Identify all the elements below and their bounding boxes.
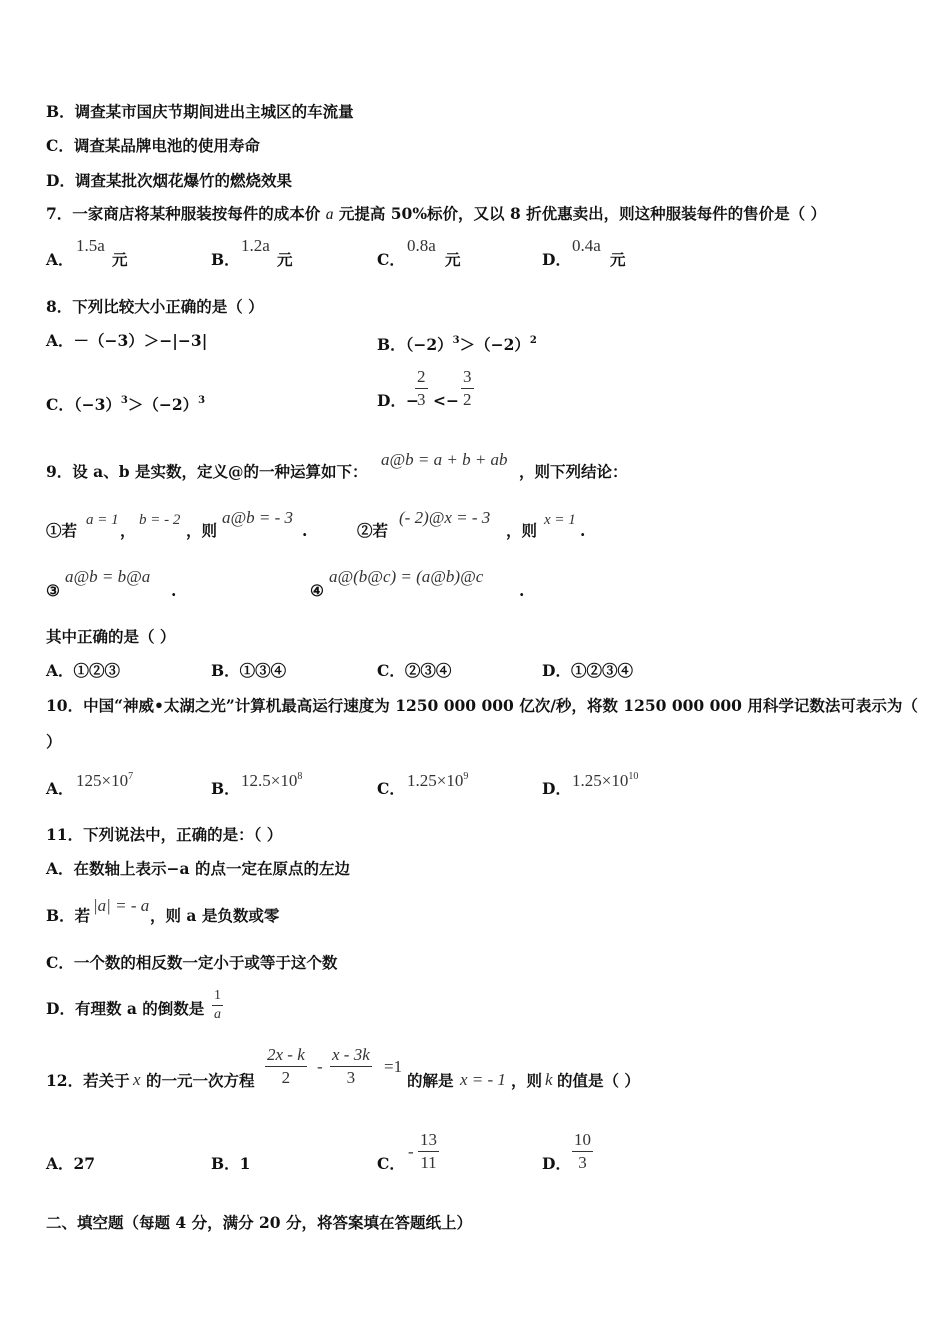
q10-option-b-exp: 8 [297, 771, 303, 782]
q9-s1-label: ①若 [46, 521, 78, 540]
q8-option-b-exp2: 2 [529, 335, 537, 346]
q8-option-d-frac1 [415, 366, 428, 411]
q10-option-c-exp: 9 [463, 771, 469, 782]
q7-option-a-expr: 1.5a [76, 236, 105, 255]
q9-ask: 其中正确的是（ ） [46, 627, 176, 646]
q9-s4-end: . [519, 581, 525, 600]
q8-option-a: A．－（−3）＞−|−3| [46, 331, 208, 350]
q7-option-d-unit: 元 [610, 250, 626, 269]
q11-option-b-label: B．若 [46, 906, 91, 925]
q12-option-c-den: 11 [420, 1153, 437, 1172]
q12-fraction-1-num: 2x - k [265, 1044, 307, 1067]
q7-option-d [542, 236, 626, 270]
q6-option-c: C．调查某品牌电池的使用寿命 [46, 136, 260, 155]
q9-stem-end: ，则下列结论： [519, 462, 628, 481]
q8-option-d-frac1-den: 3 [417, 390, 426, 409]
q12-option-c-sign: - [408, 1142, 414, 1161]
q9-s2-label: ②若 [357, 521, 389, 540]
q8-option-d-label: D．− [377, 391, 419, 410]
q7-option-a-unit: 元 [112, 250, 128, 269]
q9-option-c: C．②③④ [377, 661, 452, 680]
q12-equals: =1 [384, 1057, 403, 1076]
q8-option-b [377, 331, 537, 355]
q12-option-d-label: D． [542, 1154, 571, 1173]
q7-option-a-label: A． [46, 250, 74, 269]
q6-option-d: D．调查某批次烟花爆竹的燃烧效果 [46, 171, 292, 190]
q10-option-b-base: 12.5×10 [241, 771, 298, 790]
q9-s4-equation: a@(b@c) = (a@b)@c [329, 567, 484, 586]
q10-stem: 10．中国“神威•太湖之光”计算机最高运行速度为 1250 000 000 亿次/秒，将数 1250 000 000 用科学记数法可表示为（ [46, 696, 918, 715]
q12-option-d-den: 3 [578, 1153, 587, 1172]
q12-option-c-frac [418, 1129, 439, 1174]
q9-statement-1 [46, 521, 77, 541]
q10-option-a-base: 125×10 [76, 771, 129, 790]
section-2-heading: 二、填空题（每题 4 分，满分 20 分，将答案填在答题纸上） [46, 1213, 472, 1232]
q10-option-a-exp: 7 [128, 771, 134, 782]
q8-option-c-mid: ＞（−2） [127, 395, 199, 414]
q11-option-b-expr: |a| = - a [93, 896, 150, 915]
q10-option-d-expr [572, 767, 638, 791]
q7-option-b-expr: 1.2a [241, 236, 270, 255]
q12-stem-part4: ，则 [511, 1071, 543, 1090]
q10-option-c-label: C． [377, 779, 405, 798]
q10-option-a-label: A． [46, 779, 74, 798]
q12-fraction-1 [265, 1044, 307, 1089]
q9-s1-sep: ， [120, 521, 136, 540]
q9-s2-equation: (- 2)@x = - 3 [399, 508, 491, 527]
q8-option-d-frac2-den: 2 [463, 390, 472, 409]
q7-stem-part1: 7．一家商店将某种服装按每件的成本价 [46, 204, 321, 223]
q9-s2-end: . [580, 521, 586, 540]
q8-option-c-exp2: 3 [198, 395, 206, 406]
q9-definition: a@b = a + b + ab [381, 450, 508, 469]
q8-option-c [46, 391, 205, 415]
q10-option-b-label: B． [211, 779, 240, 798]
q12-option-c-num: 13 [418, 1129, 439, 1152]
q9-option-d: D．①②③④ [542, 661, 633, 680]
q12-fraction-1-den: 2 [281, 1068, 291, 1087]
q9-s3-equation: a@b = b@a [65, 567, 151, 586]
q8-option-d-frac2-num: 3 [461, 366, 474, 389]
q7-option-c-label: C． [377, 250, 405, 269]
q12-stem-part1: 12．若关于 [46, 1071, 130, 1090]
q8-option-b-exp1: 3 [452, 335, 460, 346]
q9-s2-result: x = 1 [544, 512, 576, 528]
q11-stem: 11．下列说法中，正确的是：（ ） [46, 825, 283, 844]
q9-s3-end: . [171, 581, 177, 600]
q12-fraction-2-den: 3 [346, 1068, 356, 1087]
q12-stem-part2: 的一元一次方程 [146, 1071, 255, 1090]
q11-option-c: C．一个数的相反数一定小于或等于这个数 [46, 953, 338, 972]
q11-option-d-label: D．有理数 a 的倒数是 [46, 999, 205, 1018]
q12-stem-part3: 的解是 [407, 1071, 454, 1090]
q7-option-d-expr: 0.4a [572, 236, 601, 255]
q12-stem-part5: 的值是（ ） [557, 1071, 640, 1090]
q12-option-d-frac [572, 1129, 593, 1174]
q11-option-a: A．在数轴上表示−a 的点一定在原点的左边 [46, 859, 350, 878]
q12-option-b: B．1 [211, 1154, 251, 1173]
q7-option-b-label: B． [211, 250, 240, 269]
q11-option-d-num: 1 [212, 987, 223, 1006]
q9-stem: 9．设 a、b 是实数，定义@的一种运算如下： [46, 462, 368, 481]
q8-option-c-exp1: 3 [120, 395, 128, 406]
q8-option-b-mid: ＞（−2） [459, 335, 530, 354]
q9-s3-label: ③ [46, 581, 60, 600]
q9-s1-then: ，则 [186, 521, 218, 540]
q10-stem-end: ） [46, 732, 62, 751]
q6-option-b: B．调查某市国庆节期间进出主城区的车流量 [46, 102, 354, 121]
q12-option-a: A．27 [46, 1154, 96, 1173]
q10-option-c-base: 1.25×10 [407, 771, 464, 790]
q7-stem-part2: 元提高 50%标价，又以 8 折优惠卖出，则这种服装每件的售价是（ ） [338, 204, 827, 223]
q11-option-b-rest: ，则 a 是负数或零 [150, 906, 280, 925]
q8-option-c-label: C．（−3） [46, 395, 121, 414]
q12-minus: - [317, 1057, 323, 1076]
q11-option-d-frac [212, 987, 223, 1024]
q10-option-d-base: 1.25×10 [572, 771, 629, 790]
q8-option-b-label: B．（−2） [377, 335, 453, 354]
q9-s1-end: . [302, 521, 308, 540]
q12-option-c-label: C． [377, 1154, 405, 1173]
q11-option-d-den: a [214, 1007, 221, 1022]
q8-stem: 8．下列比较大小正确的是（ ） [46, 297, 264, 316]
q7-var-a: a [325, 206, 334, 223]
q12-fraction-2 [330, 1044, 372, 1089]
q10-option-c-expr [407, 767, 468, 791]
q9-s2-then: ，则 [506, 521, 538, 540]
q9-s1-result: a@b = - 3 [222, 508, 294, 527]
q8-option-d-mid: <− [433, 391, 459, 410]
q10-option-d-label: D． [542, 779, 571, 798]
q12-fraction-2-num: x - 3k [330, 1044, 372, 1067]
q7-option-b-unit: 元 [277, 250, 293, 269]
q10-option-a-expr [76, 767, 133, 791]
q9-s1-b: b = - 2 [139, 512, 181, 528]
q8-option-d-frac2 [461, 366, 474, 411]
q7-stem [46, 204, 826, 225]
q9-option-b: B．①③④ [211, 661, 287, 680]
q7-option-d-label: D． [542, 250, 571, 269]
q7-option-a [46, 236, 128, 270]
q12-var-x: x [133, 1070, 141, 1089]
q7-option-c-expr: 0.8a [407, 236, 436, 255]
q9-s1-a: a = 1 [86, 512, 119, 528]
q7-option-c [377, 236, 461, 270]
q10-option-b-expr [241, 767, 302, 791]
q9-s4-label: ④ [310, 581, 324, 600]
q12-option-d-num: 10 [572, 1129, 593, 1152]
q7-option-b [211, 236, 293, 270]
q8-option-d-frac1-num: 2 [415, 366, 428, 389]
q7-option-c-unit: 元 [445, 250, 461, 269]
q10-option-d-exp: 10 [628, 771, 639, 782]
q9-option-a: A．①②③ [46, 661, 121, 680]
q12-solution: x = - 1 [460, 1070, 506, 1089]
q12-var-k: k [545, 1070, 553, 1089]
